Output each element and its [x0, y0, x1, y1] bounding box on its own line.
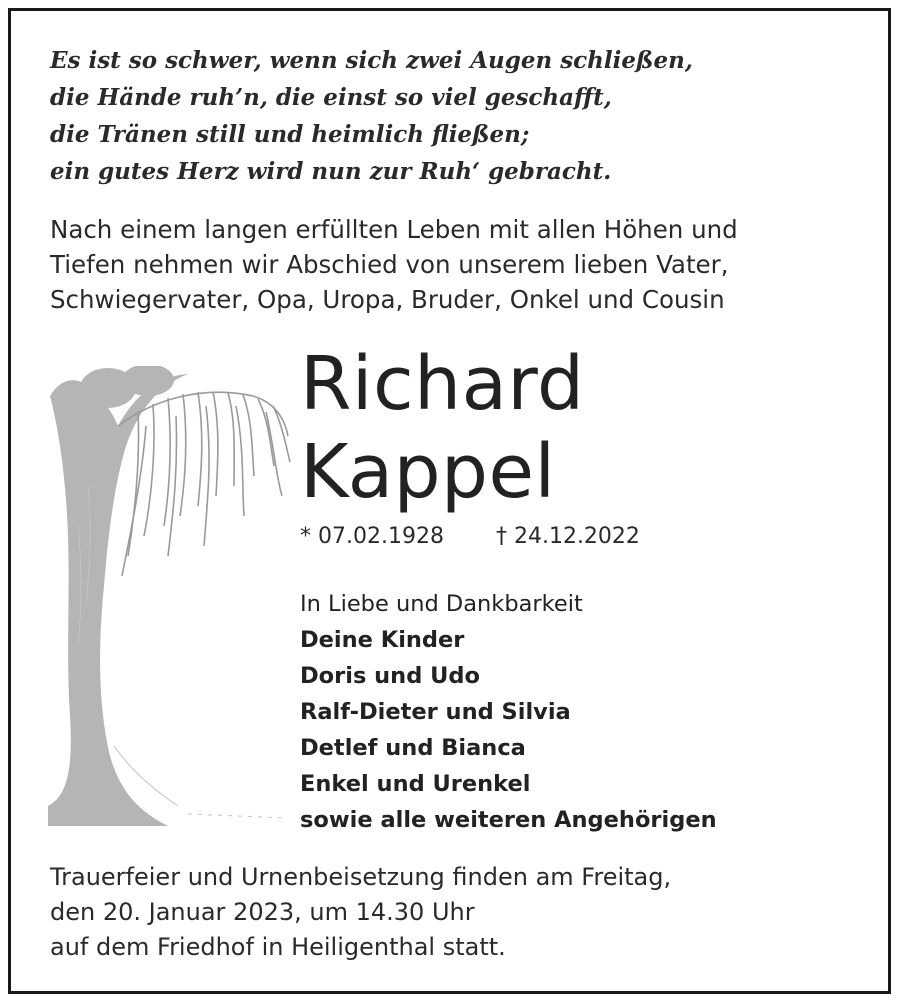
mourner-entry: Doris und Udo: [300, 663, 480, 689]
funeral-line: Trauerfeier und Urnenbeisetzung finden am Freitag,: [50, 863, 672, 891]
first-name: Richard: [300, 341, 585, 427]
last-name: Kappel: [300, 429, 556, 515]
mourner-entry: Enkel und Urenkel: [300, 771, 531, 797]
poem-line: die Tränen still und heimlich fließen;: [50, 121, 530, 148]
poem-line: ein gutes Herz wird nun zur Ruh‘ gebracht.: [50, 158, 612, 185]
weeping-willow-tree-icon: [48, 366, 298, 826]
funeral-line: den 20. Januar 2023, um 14.30 Uhr: [50, 898, 475, 926]
mourners-list: [300, 586, 717, 838]
mourners-lead: In Liebe und Dankbarkeit: [300, 591, 583, 617]
life-dates: [300, 520, 640, 554]
funeral-info: [50, 860, 671, 965]
intro-line: Tiefen nehmen wir Abschied von unserem lieben Vater,: [50, 250, 729, 279]
poem-line: die Hände ruh’n, die einst so viel geschafft,: [50, 84, 612, 111]
intro-line: Nach einem langen erfüllten Leben mit allen Höhen und: [50, 215, 738, 244]
birth-date: * 07.02.1928: [300, 524, 444, 549]
mourner-entry: Deine Kinder: [300, 627, 465, 653]
poem-verse: [50, 42, 693, 190]
death-date: † 24.12.2022: [495, 524, 640, 549]
poem-line: Es ist so schwer, wenn sich zwei Augen schließen,: [50, 47, 693, 74]
mourner-entry: sowie alle weiteren Angehörigen: [300, 807, 717, 833]
deceased-name: [300, 340, 585, 516]
intro-line: Schwiegervater, Opa, Uropa, Bruder, Onkel und Cousin: [50, 285, 725, 314]
intro-text: [50, 212, 850, 317]
mourner-entry: Ralf-Dieter und Silvia: [300, 699, 571, 725]
funeral-line: auf dem Friedhof in Heiligenthal statt.: [50, 933, 506, 961]
mourner-entry: Detlef und Bianca: [300, 735, 526, 761]
